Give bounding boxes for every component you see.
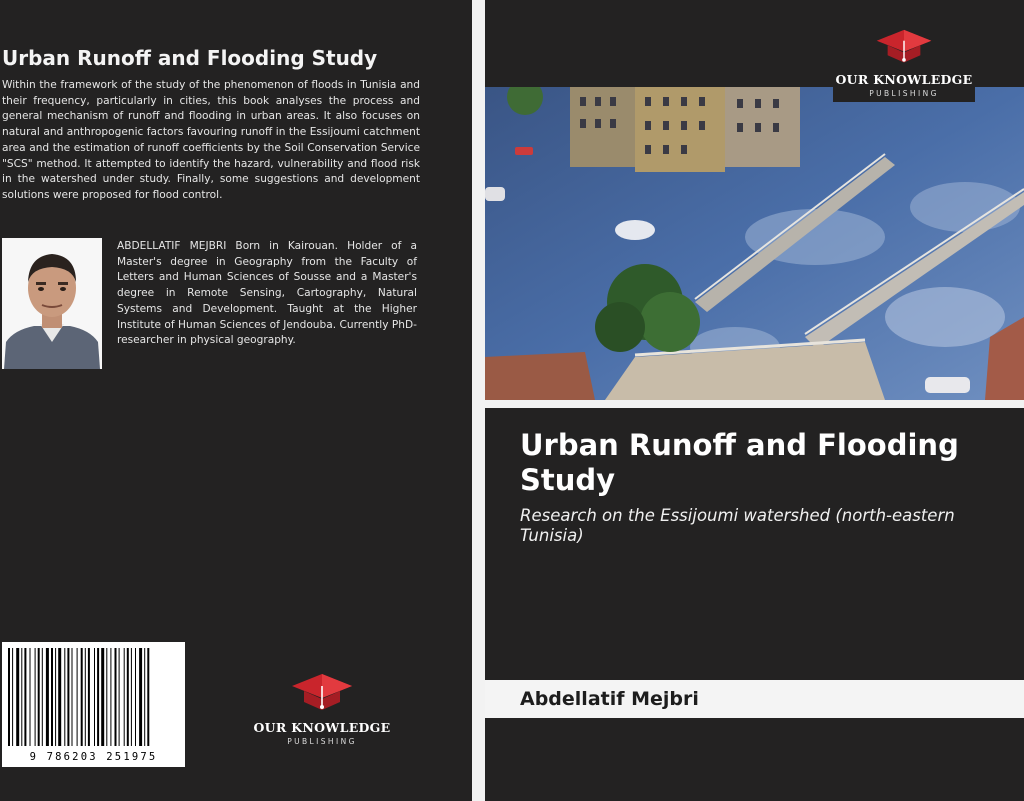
book-blurb: Within the framework of the study of the phenomenon of floods in Tunisia and their frequency, particularly in cities, this book analyses the process and general mechanism of runoff and flooding in urban areas. It also focuses on natural and anthropogenic factors favouring runoff in the Essijoumi catchment area and the estimation of runoff coefficients by the Soil Conservation Service "SCS" method. It attempted to identify the hazard, vulnerability and flood risk in the watershed under study. Finally, some suggestions and development solutions were proposed for flood control. [2, 79, 420, 201]
author-bio: ABDELLATIF MEJBRI Born in Kairouan. Holder of a Master's degree in Geography from the Faculty of Letters and Human Sciences of Sousse and a Master's degree in Remote Sensing, Cartography, Natural Systems and Development. Taught at the Higher Institute of Human Sciences of Jendouba. Currently PhD-researcher in physical geography. [117, 240, 417, 347]
graduation-cap-icon [872, 28, 936, 68]
back-publisher-logo [242, 672, 402, 746]
publisher-tagline: PUBLISHING [287, 737, 357, 746]
back-cover [0, 0, 472, 801]
back-cover-title: Urban Runoff and Flooding Study [2, 46, 378, 70]
isbn-digits: 9 786203 251975 [29, 751, 158, 763]
flooded-city-photo [485, 87, 1024, 400]
front-publisher-logo [833, 22, 975, 102]
front-cover-title: Urban Runoff and Flooding Study [520, 428, 959, 497]
publisher-name: OUR KNOWLEDGE [835, 72, 973, 87]
author-photo [2, 238, 102, 369]
graduation-cap-icon [290, 672, 354, 716]
front-cover-author: Abdellatif Mejbri [520, 688, 699, 710]
barcode-bars [2, 642, 185, 752]
cover-divider [485, 400, 1024, 408]
publisher-name: OUR KNOWLEDGE [253, 720, 391, 735]
isbn-barcode [2, 642, 185, 767]
book-spine [472, 0, 485, 801]
author-band [485, 680, 1024, 718]
front-cover [485, 0, 1024, 801]
publisher-tagline: PUBLISHING [869, 89, 939, 98]
front-cover-subtitle: Research on the Essijoumi watershed (north-eastern Tunisia) [520, 506, 955, 545]
